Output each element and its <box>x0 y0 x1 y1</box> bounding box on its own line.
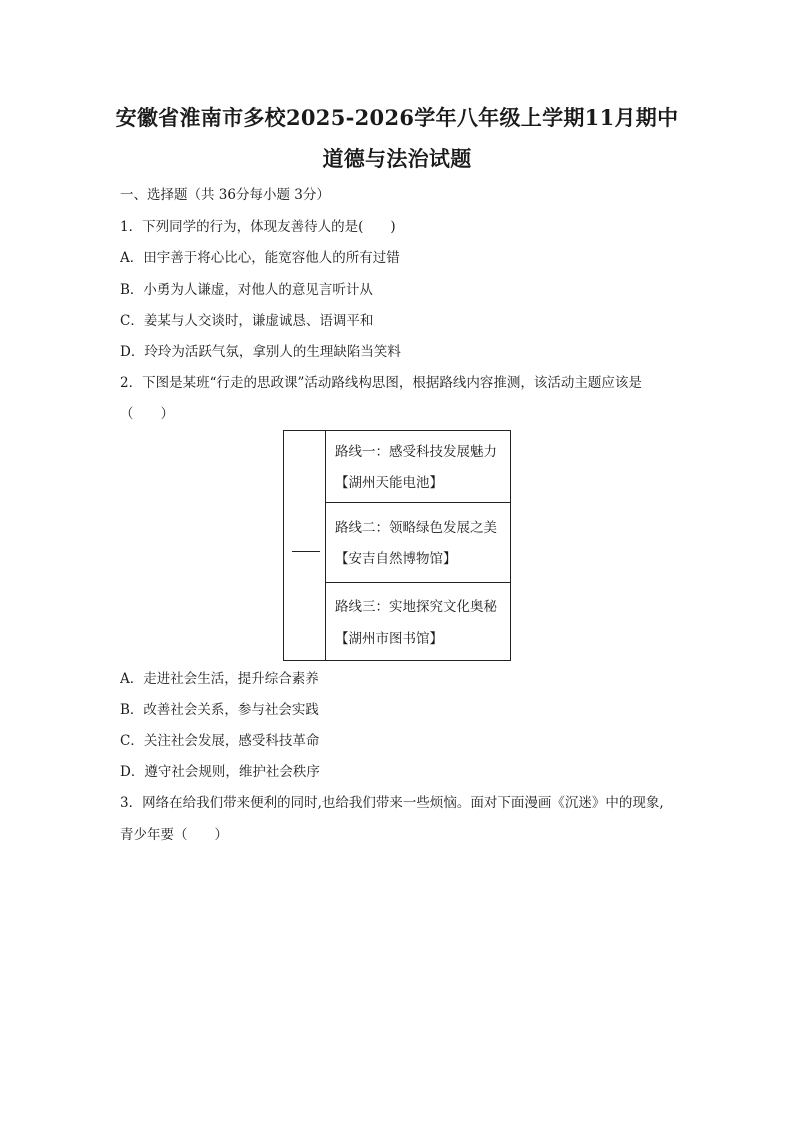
question-1-option-a: A．田宇善于将心比心，能宽容他人的所有过错 <box>120 250 400 266</box>
route-name: 路线三：实地探究文化奥秘 <box>335 599 497 615</box>
question-2-option-d: D．遵守社会规则，维护社会秩序 <box>120 764 320 780</box>
route-row <box>326 431 510 503</box>
question-3-stem: 3．网络在给我们带来便利的同时,也给我们带来一些烦恼。面对下面漫画《沉迷》中的现象, <box>120 795 664 811</box>
route-place: 【湖州天能电池】 <box>335 475 443 491</box>
question-1-option-d: D．玲玲为活跃气氛，拿别人的生理缺陷当笑料 <box>120 344 401 360</box>
question-1-option-c: C．姜某与人交谈时，谦虚诚恳、语调平和 <box>120 313 374 329</box>
question-1-option-b: B．小勇为人谦虚，对他人的意见言听计从 <box>120 282 373 298</box>
document-title-line-1: 安徽省淮南市多校2025-2026学年八年级上学期11月期中 <box>115 105 679 130</box>
route-table-theme-cell <box>284 431 326 660</box>
route-place: 【湖州市图书馆】 <box>335 631 443 647</box>
route-table <box>283 430 511 661</box>
route-place: 【安吉自然博物馆】 <box>335 551 457 567</box>
question-2-option-b: B．改善社会关系，参与社会实践 <box>120 702 319 718</box>
document-title-line-2: 道德与法治试题 <box>322 146 472 171</box>
question-2-option-c: C．关注社会发展，感受科技革命 <box>120 733 320 749</box>
theme-blank-line <box>292 551 320 552</box>
route-name: 路线一：感受科技发展魅力 <box>335 444 497 460</box>
question-3-stem-continued: 青少年要（ ） <box>120 827 228 843</box>
question-2-stem: 2．下图是某班“行走的思政课”活动路线构思图，根据路线内容推测，该活动主题应该是 <box>120 375 642 391</box>
route-name: 路线二：领略绿色发展之美 <box>335 520 497 536</box>
route-row <box>326 583 510 660</box>
question-2-stem-continued: （ ） <box>120 406 174 422</box>
section-heading: 一、选择题（共 36分每小题 3分） <box>120 187 330 203</box>
route-row <box>326 503 510 583</box>
question-2-option-a: A．走进社会生活，提升综合素养 <box>120 671 319 687</box>
question-1-stem: 1．下列同学的行为，体现友善待人的是( ) <box>120 219 396 235</box>
